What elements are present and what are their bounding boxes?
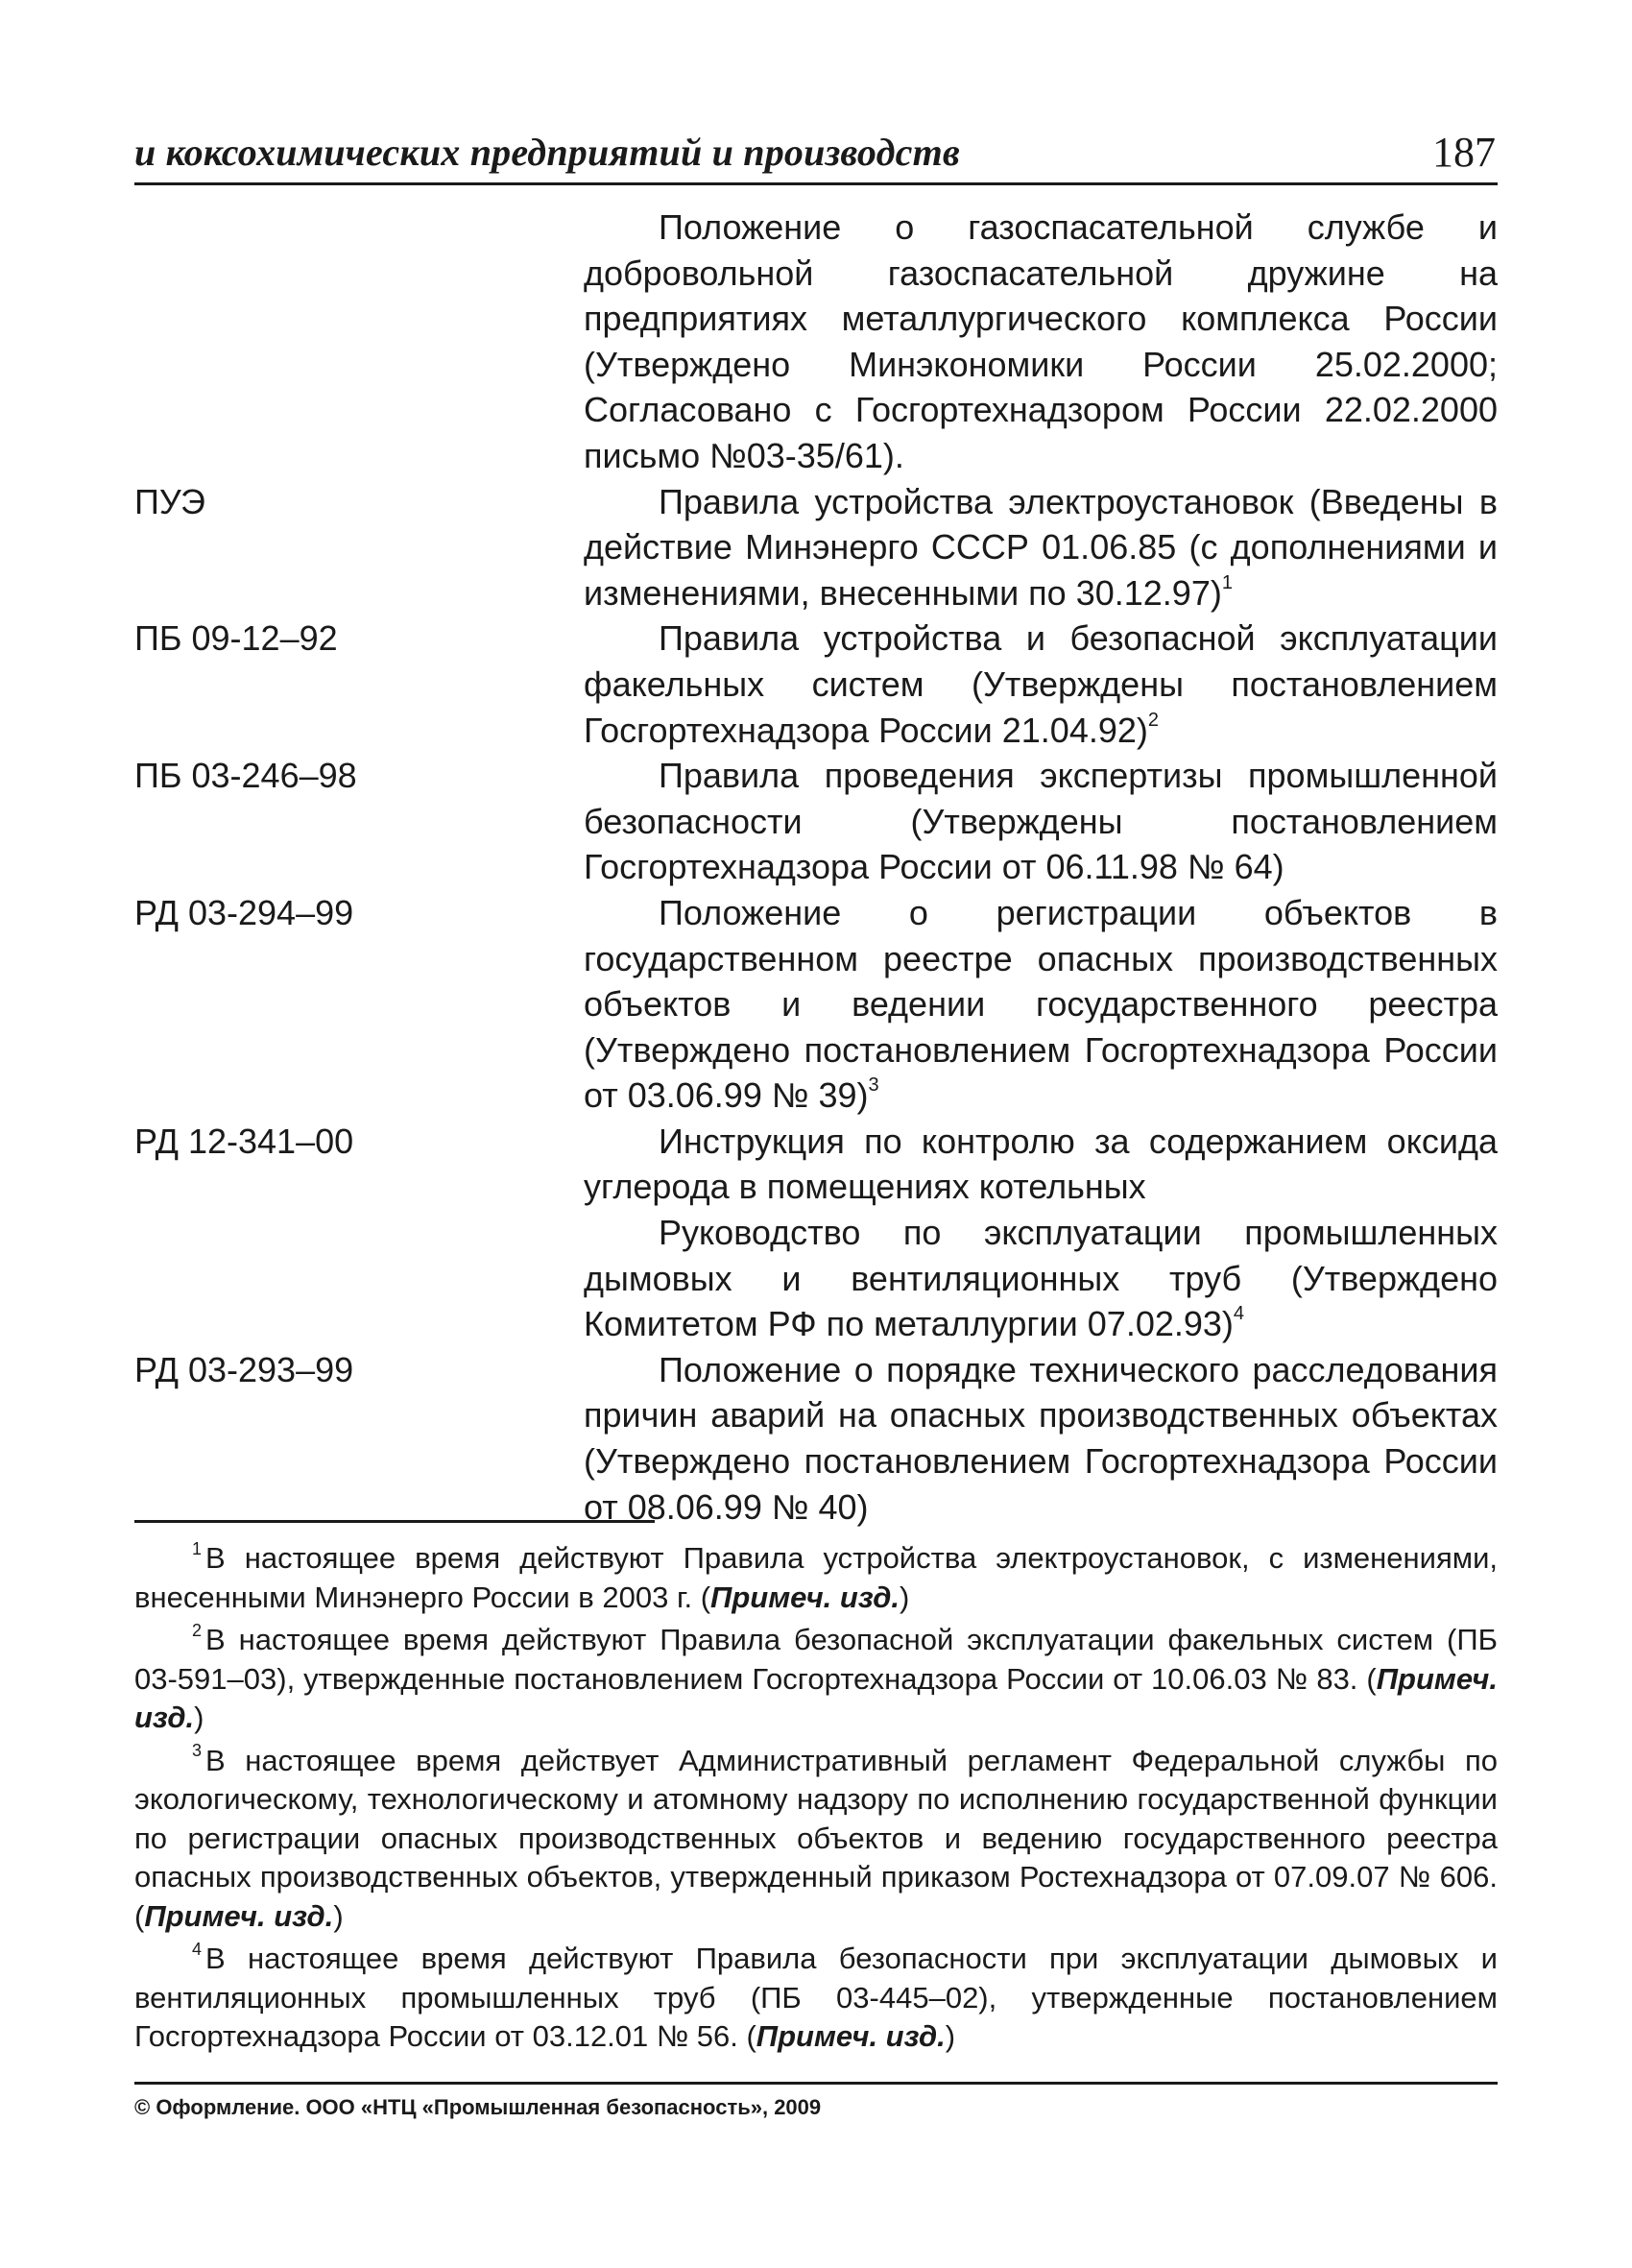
footnote-reference[interactable]: 3 bbox=[868, 1074, 879, 1097]
document-code: ПБ 03-246–98 bbox=[134, 756, 357, 796]
editor-note: Примеч. изд. bbox=[710, 1580, 900, 1614]
footnote-reference[interactable]: 2 bbox=[1147, 709, 1160, 731]
list-item bbox=[134, 1119, 1498, 1210]
document-title: Инструкция по контролю за содержанием оксида углерода в помещениях котельных bbox=[584, 1121, 1498, 1207]
editor-note: Примеч. изд. bbox=[144, 1898, 334, 1933]
footnote-mark: 4 bbox=[192, 1939, 203, 1959]
footnote-text: В настоящее время действуют Правила устройства электроустановок, с изменениями, внесенными Минэнерго России в 2003 г. bbox=[134, 1541, 1498, 1614]
document-title: Правила проведения экспертизы промышленной безопасности (Утверждены постановлением Госгортехнадзора России от 06.11.98 № 64) bbox=[584, 756, 1498, 887]
document-title: Положение о порядке технического расследования причин аварий на опасных производственных объектах (Утверждено постановлением Госгортехнадзора России от 08.06.99 № 40) bbox=[584, 1349, 1498, 1527]
running-header-title: и коксохимических предприятий и производств bbox=[134, 131, 960, 174]
footnote-mark: 3 bbox=[192, 1741, 203, 1761]
document-title: Положение о газоспасательной службе и добровольной газоспасательной дружине на предприятиях металлургического комплекса России (Утверждено Минэкономики России 25.02.2000; Согласовано с Госгортехнадзором России 22.02.2000 письмо №03-35/61). bbox=[584, 207, 1498, 475]
document-code: РД 03-294–99 bbox=[134, 892, 354, 932]
list-item bbox=[134, 615, 1498, 753]
list-item bbox=[134, 479, 1498, 616]
document-title: Положение о регистрации объектов в государственном реестре опасных производственных объектов и ведении государственного реестра (Утверждено постановлением Госгортехнадзора России от 03.06.99 № 39) bbox=[584, 892, 1498, 1116]
footnote-text: В настоящее время действуют Правила безопасности при эксплуатации дымовых и вентиляционных промышленных труб (ПБ 03-445–02), утвержденные постановлением Госгортехнадзора России от 03.12.01 № 56. bbox=[134, 1942, 1498, 2053]
document-code: ПБ 09-12–92 bbox=[134, 618, 338, 659]
page-number: 187 bbox=[1432, 129, 1496, 176]
document-title: Руководство по эксплуатации промышленных дымовых и вентиляционных труб (Утверждено Комитетом РФ по металлургии 07.02.93) bbox=[584, 1213, 1498, 1344]
footnote: $^2$ В настоящее время действуют Правила безопасной эксплуатации факельных систем (ПБ 03-591–03), утвержденные постановлением Госгортехнадзора России от 10.06.03 № 83. (Примеч. изд.) bbox=[134, 1620, 1498, 1734]
document-title: Правила устройства и безопасной эксплуатации факельных систем (Утверждены постановлением Госгортехнадзора России 21.04.92) bbox=[584, 618, 1498, 750]
editor-note: Примеч. изд. bbox=[756, 2019, 946, 2053]
list-item bbox=[134, 205, 1498, 479]
list-item bbox=[134, 1347, 1498, 1530]
footnote: $^4$ В настоящее время действуют Правила безопасности при эксплуатации дымовых и вентиляционных промышленных труб (ПБ 03-445–02), утвержденные постановлением Госгортехнадзора России от 03.12.01 № 56. (Примеч. изд.) bbox=[134, 1939, 1498, 2053]
list-item bbox=[134, 890, 1498, 1119]
list-item bbox=[134, 753, 1498, 890]
footnote-text: В настоящее время действует Административный регламент Федеральной службы по экологическому, технологическому и атомному надзору по исполнению государственной функции по регистрации опасных производственных объектов и ведению государственного реестра опасных производственных объектов, утвержденный приказом Ростехнадзора от 07.09.07 № 606. bbox=[134, 1743, 1498, 1894]
document-code: РД 03-293–99 bbox=[134, 1349, 354, 1389]
footnote-separator bbox=[134, 1520, 655, 1523]
running-header bbox=[134, 123, 1498, 185]
footnote-text: В настоящее время действуют Правила безопасной эксплуатации факельных систем (ПБ 03-591–03), утвержденные постановлением Госгортехнадзора России от 10.06.03 № 83. bbox=[134, 1623, 1498, 1696]
footnote-mark: 1 bbox=[192, 1538, 203, 1558]
list-item bbox=[134, 1210, 1498, 1347]
footnote: $^1$ В настоящее время действуют Правила устройства электроустановок, с изменениями, внесенными Минэнерго России в 2003 г. (Примеч. изд.) bbox=[134, 1538, 1498, 1614]
copyright-separator bbox=[134, 2082, 1498, 2085]
footnote-reference[interactable]: 4 bbox=[1233, 1303, 1245, 1325]
document-list bbox=[134, 205, 1498, 1530]
footnote: $^3$ В настоящее время действует Административный регламент Федеральной службы по экологическому, технологическому и атомному надзору по исполнению государственной функции по регистрации опасных производственных объектов и ведению государственного реестра опасных производственных объектов, утвержденный приказом Ростехнадзора от 07.09.07 № 606. (Примеч. изд.) bbox=[134, 1741, 1498, 1933]
footnote-mark: 2 bbox=[192, 1620, 203, 1640]
copyright-notice: © Оформление. ООО «НТЦ «Промышленная безопасность», 2009 bbox=[134, 2095, 822, 2119]
footnote-reference[interactable]: 1 bbox=[1221, 571, 1233, 593]
footnotes bbox=[134, 1539, 1498, 2057]
document-title: Правила устройства электроустановок (Введены в действие Минэнерго СССР 01.06.85 (с дополнениями и изменениями, внесенными по 30.12.97) bbox=[584, 481, 1498, 613]
document-code: РД 12-341–00 bbox=[134, 1121, 354, 1161]
editor-note: Примеч. изд. bbox=[134, 1661, 1498, 1734]
document-code: ПУЭ bbox=[134, 481, 205, 521]
